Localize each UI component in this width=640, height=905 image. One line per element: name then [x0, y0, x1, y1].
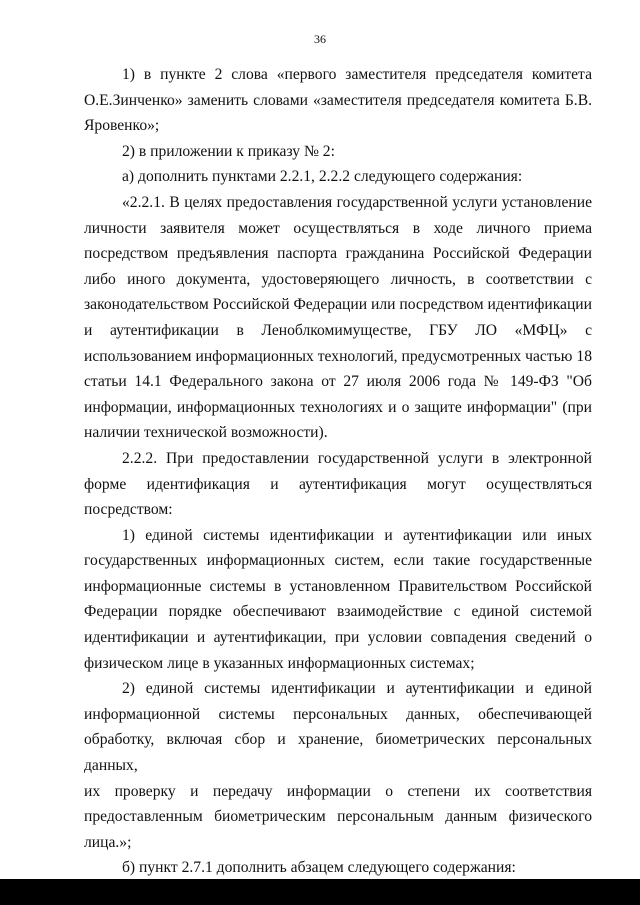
- text-line: а) дополнить пунктами 2.2.1, 2.2.2 следующего содержания:: [122, 168, 523, 186]
- text-line: наличии технической возможности).: [84, 424, 328, 442]
- page-number: 36: [314, 32, 326, 46]
- text-line: идентификации и аутентификации, при условии совпадения сведений о: [84, 629, 592, 647]
- text-line: 2) единой системы идентификации и аутентификации и единой: [122, 680, 592, 698]
- text-line: б) пункт 2.7.1 дополнить абзацем следующего содержания:: [122, 859, 516, 877]
- scan-bottom-edge: [0, 879, 640, 905]
- text-line: «2.2.1. В целях предоставления государственной услуги установление: [122, 193, 592, 211]
- text-line: 1) единой системы идентификации и аутентификации или иных: [122, 526, 592, 544]
- text-line: физическом лице в указанных информационных системах;: [84, 654, 475, 672]
- paragraph-2-2-1: [84, 190, 592, 446]
- text-line: и аутентификации в Леноблкомимуществе, ГБУ ЛО «МФЦ» с: [84, 321, 592, 339]
- text-line: законодательством Российской Федерации или посредством идентификации: [84, 296, 592, 314]
- text-line: Федерации порядке обеспечивают взаимодействие с единой системой: [84, 603, 592, 621]
- text-line: О.Е.Зинченко» заменить словами «заместителя председателя комитета Б.В.: [84, 91, 592, 109]
- text-line: информации, информационных технологиях и о защите информации" (при: [84, 398, 592, 416]
- text-line: использованием информационных технологий, предусмотренных частью 18: [84, 347, 592, 365]
- text-line: информационной системы персональных данных, обеспечивающей: [84, 705, 592, 723]
- paragraph-2-2-2: [84, 446, 592, 523]
- text-line: 1) в пункте 2 слова «первого заместителя председателя комитета: [122, 66, 592, 83]
- paragraph-2-2-2-item-1: [84, 523, 592, 677]
- text-line: информационные системы в установленном Правительством Российской: [84, 577, 592, 595]
- text-line: их проверку и передачу информации о степени их соответствия: [84, 782, 592, 800]
- document-body: [84, 62, 592, 881]
- text-line: личности заявителя может осуществляться в ходе личного приема: [84, 219, 592, 237]
- paragraph-amendment-1: [84, 62, 592, 139]
- text-line: государственных информационных систем, если такие государственные: [84, 552, 592, 570]
- text-line: 2) в приложении к приказу № 2:: [122, 142, 335, 160]
- text-line: Яровенко»;: [84, 117, 160, 135]
- text-line: предоставленным биометрическим персональным данным физического: [84, 808, 592, 826]
- text-line: лица.»;: [84, 833, 132, 851]
- text-line: статьи 14.1 Федерального закона от 27 июля 2006 года № 149-ФЗ "Об: [84, 373, 592, 391]
- paragraph-amendment-2: [84, 139, 592, 165]
- text-line: обработку, включая сбор и хранение, биометрических персональных данных,: [84, 731, 592, 775]
- text-line: форме идентификация и аутентификация могут осуществляться посредством:: [84, 475, 592, 519]
- text-line: посредством предъявления паспорта гражданина Российской Федерации: [84, 245, 592, 263]
- text-line: либо иного документа, удостоверяющего личность, в соответствии с: [84, 270, 592, 288]
- paragraph-subitem-a: [84, 164, 592, 190]
- paragraph-2-2-2-item-2: [84, 676, 592, 855]
- text-line: 2.2.2. При предоставлении государственной услуги в электронной: [122, 449, 592, 467]
- paragraph-subitem-b: [84, 855, 592, 881]
